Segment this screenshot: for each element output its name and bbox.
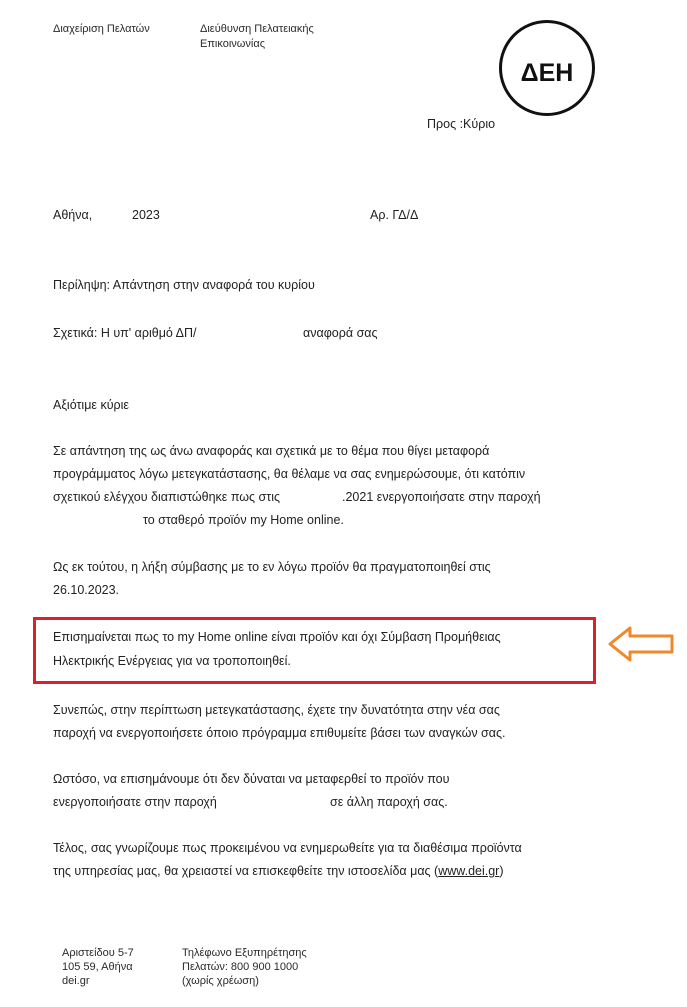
- year-label: 2023: [132, 208, 160, 222]
- paragraph1-line3a: σχετικού ελέγχου διαπιστώθηκε πως στις: [53, 490, 281, 504]
- paragraph4-line1: Ωστόσο, να επισημάνουμε ότι δεν δύναται να μεταφερθεί το προϊόν που: [53, 772, 450, 786]
- paragraph1-line1: Σε απάντηση της ως άνω αναφοράς και σχετικά με το θέμα που θίγει μεταφορά: [53, 444, 490, 458]
- highlight-line2: Ηλεκτρικής Ενέργειας για να τροποποιηθεί.: [53, 654, 291, 668]
- salutation: Αξιότιμε κύριε: [53, 398, 129, 412]
- paragraph5-line2: [53, 864, 504, 878]
- logo-text: ΔΕΗ: [520, 59, 574, 87]
- related-prefix: Σχετικά: Η υπ' αριθμό ΔΠ/: [53, 326, 197, 340]
- city-label: Αθήνα,: [53, 208, 93, 222]
- footer-address-line3: dei.gr: [62, 975, 90, 987]
- footer-address-line2: 105 59, Αθήνα: [62, 961, 133, 973]
- footer-address-line1: Αριστείδου 5-7: [62, 947, 134, 959]
- reference-number: Αρ. ΓΔ/Δ: [370, 208, 419, 222]
- paragraph4-line2a: ενεργοποιήσατε στην παροχή: [53, 795, 217, 809]
- footer-phone-line3: (χωρίς χρέωση): [182, 975, 259, 987]
- summary-line: Περίληψη: Απάντηση στην αναφορά του κυρίου: [53, 278, 315, 292]
- paragraph5-line1: Τέλος, σας γνωρίζουμε πως προκειμένου να ενημερωθείτε για τα διαθέσιμα προϊόντα: [53, 841, 522, 855]
- paragraph3-line2: παροχή να ενεργοποιήσετε όποιο πρόγραμμα επιθυμείτε βάσει των αναγκών σας.: [53, 726, 506, 740]
- paragraph1-line4: το σταθερό προϊόν my Home online.: [143, 513, 344, 527]
- recipient-line: Προς :Κύριο: [427, 117, 496, 131]
- paragraph2-line2: 26.10.2023.: [53, 583, 120, 597]
- highlight-line1: Επισημαίνεται πως το my Home online είναι προϊόν και όχι Σύμβαση Προμήθειας: [53, 630, 501, 644]
- paragraph1-line2: προγράμματος λόγω μετεγκατάστασης, θα θέλαμε να σας ενημερώσουμε, ότι κατόπιν: [53, 467, 526, 481]
- paragraph5-line2a: της υπηρεσίας μας, θα χρειαστεί να επισκεφθείτε την ιστοσελίδα μας (: [53, 864, 439, 878]
- division-label-line1: Διεύθυνση Πελατειακής: [200, 23, 314, 35]
- related-suffix: αναφορά σας: [303, 326, 378, 340]
- website-link[interactable]: www.dei.gr: [438, 864, 500, 878]
- department-label: Διαχείριση Πελατών: [53, 23, 150, 35]
- paragraph2-line1: Ως εκ τούτου, η λήξη σύμβασης με το εν λόγω προϊόν θα πραγματοποιηθεί στις: [53, 560, 491, 574]
- paragraph4-line2b: σε άλλη παροχή σας.: [330, 795, 448, 809]
- paragraph1-line3b: .2021 ενεργοποιήσατε στην παροχή: [342, 490, 541, 504]
- highlight-box: [33, 617, 596, 684]
- dei-logo: [499, 20, 595, 116]
- paragraph3-line1: Συνεπώς, στην περίπτωση μετεγκατάστασης, έχετε την δυνατότητα στην νέα σας: [53, 703, 500, 717]
- division-label-line2: Επικοινωνίας: [200, 38, 265, 50]
- footer-phone-line1: Τηλέφωνο Εξυπηρέτησης: [182, 947, 307, 959]
- paragraph5-line2b: ): [499, 864, 504, 878]
- footer-phone-line2: Πελατών: 800 900 1000: [182, 961, 299, 973]
- left-arrow-icon: [606, 624, 676, 664]
